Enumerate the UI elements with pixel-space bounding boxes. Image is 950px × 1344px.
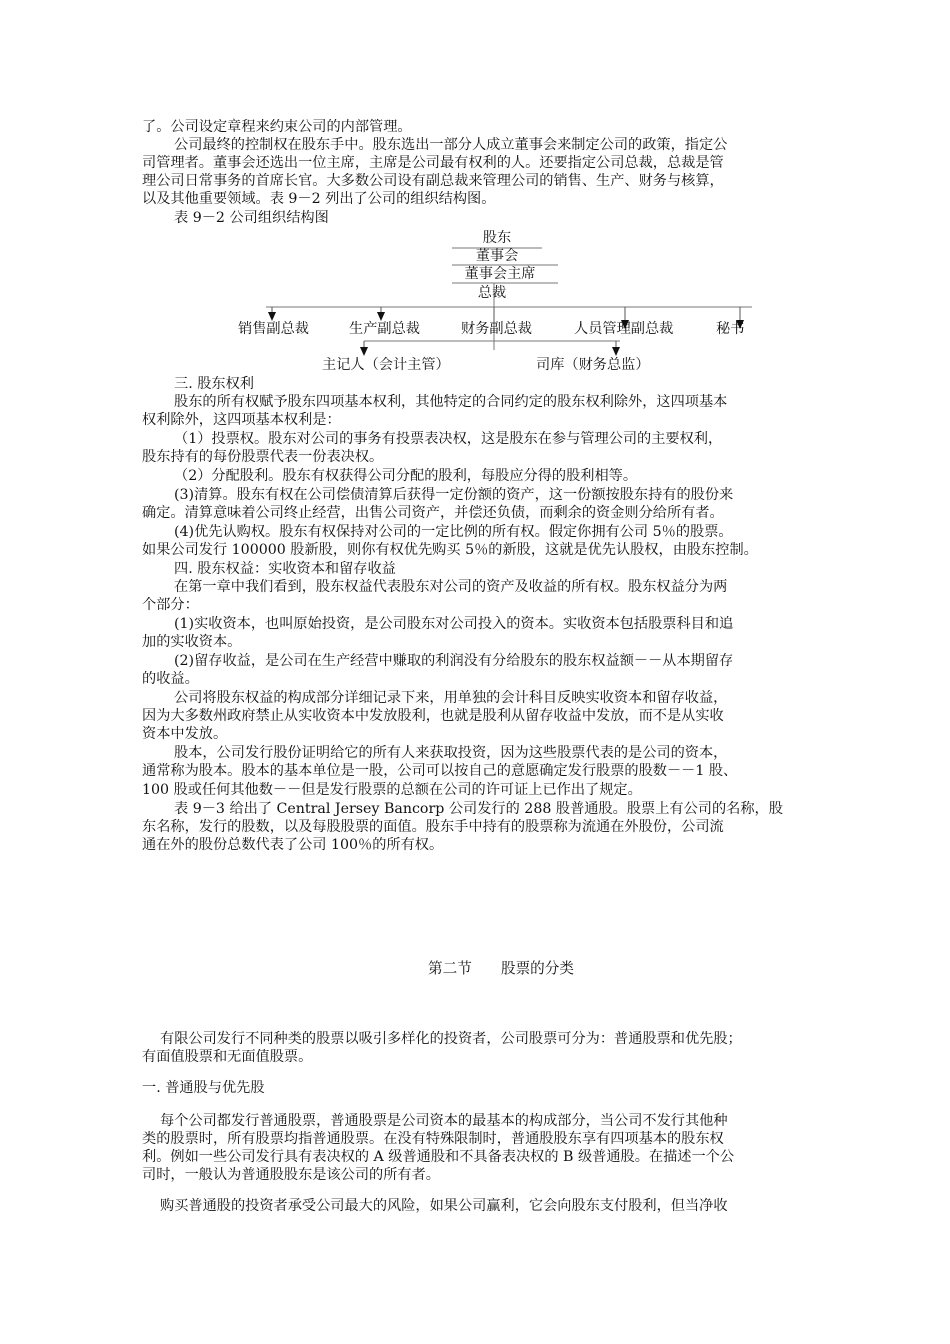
paragraph-line: 加的实收资本。 — [142, 634, 242, 650]
paragraph-line: 在第一章中我们看到，股东权益代表股东对公司的资产及收益的所有权。股东权益分为两 — [174, 579, 728, 595]
paragraph-line: 公司最终的控制权在股东手中。股东选出一部分人成立董事会来制定公司的政策，指定公 — [174, 137, 728, 153]
paragraph-line: (4)优先认购权。股东有权保持对公司的一定比例的所有权。假定你拥有公司 5％的股票。 — [174, 524, 733, 540]
paragraph-line: 以及其他重要领域。表 9－2 列出了公司的组织结构图。 — [142, 191, 496, 207]
paragraph-line: 了。公司设定章程来约束公司的内部管理。 — [142, 119, 412, 135]
paragraph-line: 利。例如一些公司发行具有表决权的 A 级普通股和不具备表决权的 B 级普通股。在描述一个公 — [142, 1149, 735, 1165]
paragraph-line: 资本中发放。 — [142, 726, 228, 742]
paragraph-line: 的收益。 — [142, 671, 199, 687]
paragraph-line: 个部分： — [142, 597, 199, 613]
paragraph-line: 司时，一般认为普通股股东是该公司的所有者。 — [142, 1167, 440, 1183]
paragraph-line: 通在外的股份总数代表了公司 100％的所有权。 — [142, 837, 444, 853]
paragraph-line: 类的股票时，所有股票均指普通股票。在没有特殊限制时，普通股股东享有四项基本的股东权 — [142, 1131, 724, 1147]
org-node-chairman: 董事会主席 — [464, 266, 536, 282]
paragraph-line: 通常称为股本。股本的基本单位是一股，公司可以按自己的意愿确定发行股票的股数－－1 股、 — [142, 763, 738, 779]
paragraph-line: 有面值股票和无面值股票。 — [142, 1049, 313, 1065]
paragraph-line: 股本，公司发行股份证明给它的所有人来获取投资，因为这些股票代表的是公司的资本， — [174, 745, 728, 761]
paragraph-line: 股东的所有权赋予股东四项基本权利，其他特定的合同约定的股东权利除外，这四项基本 — [174, 394, 728, 410]
section-title: 第二节 股票的分类 — [428, 960, 574, 977]
paragraph-line: 如果公司发行 100000 股新股，则你有权优先购买 5％的新股，这就是优先认股权，由股东控制。 — [142, 542, 758, 558]
section-heading: 三. 股东权利 — [174, 376, 254, 392]
section-heading: 四. 股东权益：实收资本和留存收益 — [174, 561, 396, 577]
paragraph-line: (2)留存收益，是公司在生产经营中赚取的利润没有分给股东的股东权益额－－从本期留存 — [174, 653, 734, 669]
paragraph-line: 100 股或任何其他数－－但是发行股票的总额在公司的许可证上已作出了规定。 — [142, 782, 642, 798]
org-node-treasurer: 司库（财务总监） — [536, 357, 650, 373]
org-node-vp-production: 生产副总裁 — [349, 321, 420, 337]
org-node-controller: 主记人（会计主管） — [322, 357, 450, 373]
subsection-heading: 一. 普通股与优先股 — [142, 1080, 265, 1096]
org-node-shareholders: 股东 — [482, 230, 512, 246]
paragraph-line: 确定。清算意味着公司终止经营，出售公司资产，并偿还负债，而剩余的资金则分给所有者。 — [142, 505, 724, 521]
paragraph-line: 公司将股东权益的构成部分详细记录下来，用单独的会计科目反映实收资本和留存收益， — [174, 690, 728, 706]
paragraph-line: 司管理者。董事会还选出一位主席，主席是公司最有权利的人。还要指定公司总裁，总裁是管 — [142, 155, 724, 171]
paragraph-line: (1)实收资本，也叫原始投资，是公司股东对公司投入的资本。实收资本包括股票科目和追 — [174, 616, 734, 632]
org-node-board: 董事会 — [475, 248, 519, 264]
paragraph-line: 理公司日常事务的首席长官。大多数公司设有副总裁来管理公司的销售、生产、财务与核算， — [142, 173, 724, 189]
paragraph-line: 每个公司都发行普通股票，普通股票是公司资本的最基本的构成部分，当公司不发行其他种 — [160, 1113, 728, 1129]
org-node-vp-sales: 销售副总裁 — [238, 321, 309, 337]
paragraph-line: 因为大多数州政府禁止从实收资本中发放股利，也就是股利从留存收益中发放，而不是从实收 — [142, 708, 724, 724]
paragraph-line: 股东持有的每份股票代表一份表决权。 — [142, 449, 384, 465]
paragraph-line: 购买普通股的投资者承受公司最大的风险，如果公司赢利，它会向股东支付股利，但当净收 — [160, 1198, 728, 1214]
org-node-vp-finance: 财务副总裁 — [461, 321, 532, 337]
org-node-secretary: 秘书 — [716, 321, 745, 337]
paragraph-line: 权利除外，这四项基本权利是： — [142, 412, 341, 428]
paragraph-line: (3)清算。股东有权在公司偿债清算后获得一定份额的资产，这一份额按股东持有的股份来 — [174, 487, 734, 503]
paragraph-line: （1）投票权。股东对公司的事务有投票表决权，这是股东在参与管理公司的主要权利， — [174, 431, 723, 447]
paragraph-line: 东名称，发行的股数，以及每股股票的面值。股东手中持有的股票称为流通在外股份，公司流 — [142, 819, 724, 835]
paragraph-line: 表 9－3 给出了 Central Jersey Bancorp 公司发行的 288 股普通股。股票上有公司的名称，股 — [174, 801, 783, 817]
table-caption: 表 9－2 公司组织结构图 — [174, 210, 329, 226]
paragraph-line: 有限公司发行不同种类的股票以吸引多样化的投资者，公司股票可分为：普通股票和优先股； — [160, 1031, 742, 1047]
paragraph-line: （2）分配股利。股东有权获得公司分配的股利，每股应分得的股利相等。 — [174, 468, 638, 484]
org-node-president: 总裁 — [477, 285, 507, 301]
org-node-vp-hr: 人员管理副总裁 — [574, 321, 674, 337]
